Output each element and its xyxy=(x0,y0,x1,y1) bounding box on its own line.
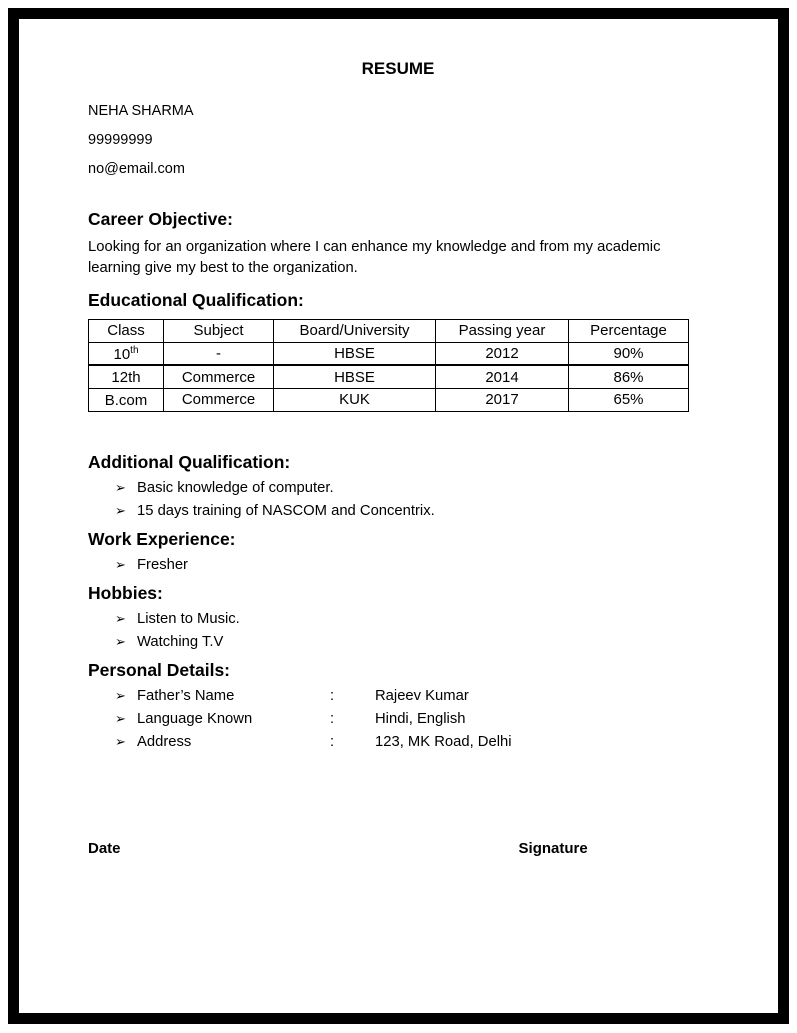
column-header-board: Board/University xyxy=(274,319,436,342)
list-item xyxy=(115,557,718,573)
cell-class xyxy=(89,388,164,411)
cell-class xyxy=(89,365,164,388)
footer xyxy=(88,840,718,857)
cell-year: 2014 xyxy=(436,365,569,388)
work-experience-list xyxy=(88,557,718,573)
candidate-phone: 99999999 xyxy=(88,132,153,148)
arrow-bullet-icon: ➢ xyxy=(115,733,126,749)
class-value: B.com xyxy=(104,391,148,409)
list-item xyxy=(115,503,718,519)
hobbies-heading: Hobbies: xyxy=(88,582,163,603)
detail-separator: : xyxy=(330,733,335,750)
additional-qualification-list xyxy=(88,480,718,519)
cell-subject: Commerce xyxy=(164,388,274,411)
document-title: RESUME xyxy=(361,59,435,78)
education-heading: Educational Qualification: xyxy=(88,289,304,310)
detail-value: 123, MK Road, Delhi xyxy=(375,733,512,750)
cell-year: 2012 xyxy=(436,342,569,365)
arrow-bullet-icon: ➢ xyxy=(115,687,126,703)
list-item xyxy=(115,611,718,627)
personal-detail-row xyxy=(115,711,718,727)
detail-label: Address xyxy=(137,733,192,750)
cell-subject: Commerce xyxy=(164,365,274,388)
detail-label: Language Known xyxy=(137,710,253,727)
class-value: 10 xyxy=(113,345,131,363)
detail-value: Rajeev Kumar xyxy=(375,687,469,704)
personal-details-list xyxy=(88,688,718,750)
table-row xyxy=(89,365,689,388)
personal-detail-row xyxy=(115,688,718,704)
arrow-bullet-icon: ➢ xyxy=(115,610,126,626)
cell-board: HBSE xyxy=(274,365,436,388)
detail-separator: : xyxy=(330,687,335,704)
cell-percentage: 90% xyxy=(569,342,689,365)
education-table-header-row xyxy=(89,319,689,342)
cell-percentage: 86% xyxy=(569,365,689,388)
cell-class xyxy=(89,342,164,365)
contact-block xyxy=(88,103,718,177)
list-item xyxy=(115,634,718,650)
detail-label: Father’s Name xyxy=(137,687,235,704)
work-experience-heading: Work Experience: xyxy=(88,528,236,549)
arrow-bullet-icon: ➢ xyxy=(115,556,126,572)
signature-label: Signature xyxy=(518,839,588,857)
column-header-subject: Subject xyxy=(164,319,274,342)
cell-board: HBSE xyxy=(274,342,436,365)
page-border-frame xyxy=(8,8,789,1024)
arrow-bullet-icon: ➢ xyxy=(115,710,126,726)
list-item xyxy=(115,480,718,496)
column-header-percentage: Percentage xyxy=(569,319,689,342)
list-item-text: Watching T.V xyxy=(137,633,224,650)
arrow-bullet-icon: ➢ xyxy=(115,502,126,518)
cell-board: KUK xyxy=(274,388,436,411)
candidate-name: NEHA SHARMA xyxy=(88,103,194,119)
list-item-text: Listen to Music. xyxy=(137,610,240,627)
cell-percentage: 65% xyxy=(569,388,689,411)
list-item-text: Fresher xyxy=(137,556,188,573)
additional-qualification-heading: Additional Qualification: xyxy=(88,451,291,472)
column-header-class: Class xyxy=(89,319,164,342)
personal-detail-row xyxy=(115,734,718,750)
class-value: 12th xyxy=(111,369,141,387)
candidate-email: no@email.com xyxy=(88,161,185,177)
education-table xyxy=(88,319,689,412)
table-row xyxy=(89,342,689,365)
table-row xyxy=(89,388,689,411)
list-item-text: 15 days training of NASCOM and Concentrix. xyxy=(137,502,435,519)
list-item-text: Basic knowledge of computer. xyxy=(137,479,334,496)
arrow-bullet-icon: ➢ xyxy=(115,479,126,495)
detail-separator: : xyxy=(330,710,335,727)
column-header-year: Passing year xyxy=(436,319,569,342)
detail-value: Hindi, English xyxy=(375,710,466,727)
cell-year: 2017 xyxy=(436,388,569,411)
career-objective-text: Looking for an organization where I can enhance my knowledge and from my academic learning give my best to the organization. xyxy=(88,239,661,277)
career-objective-heading: Career Objective: xyxy=(88,209,233,229)
date-label: Date xyxy=(88,839,121,857)
personal-details-heading: Personal Details: xyxy=(88,659,230,680)
arrow-bullet-icon: ➢ xyxy=(115,633,126,649)
hobbies-list xyxy=(88,611,718,650)
cell-subject: - xyxy=(164,342,274,365)
class-ordinal: th xyxy=(130,344,139,356)
